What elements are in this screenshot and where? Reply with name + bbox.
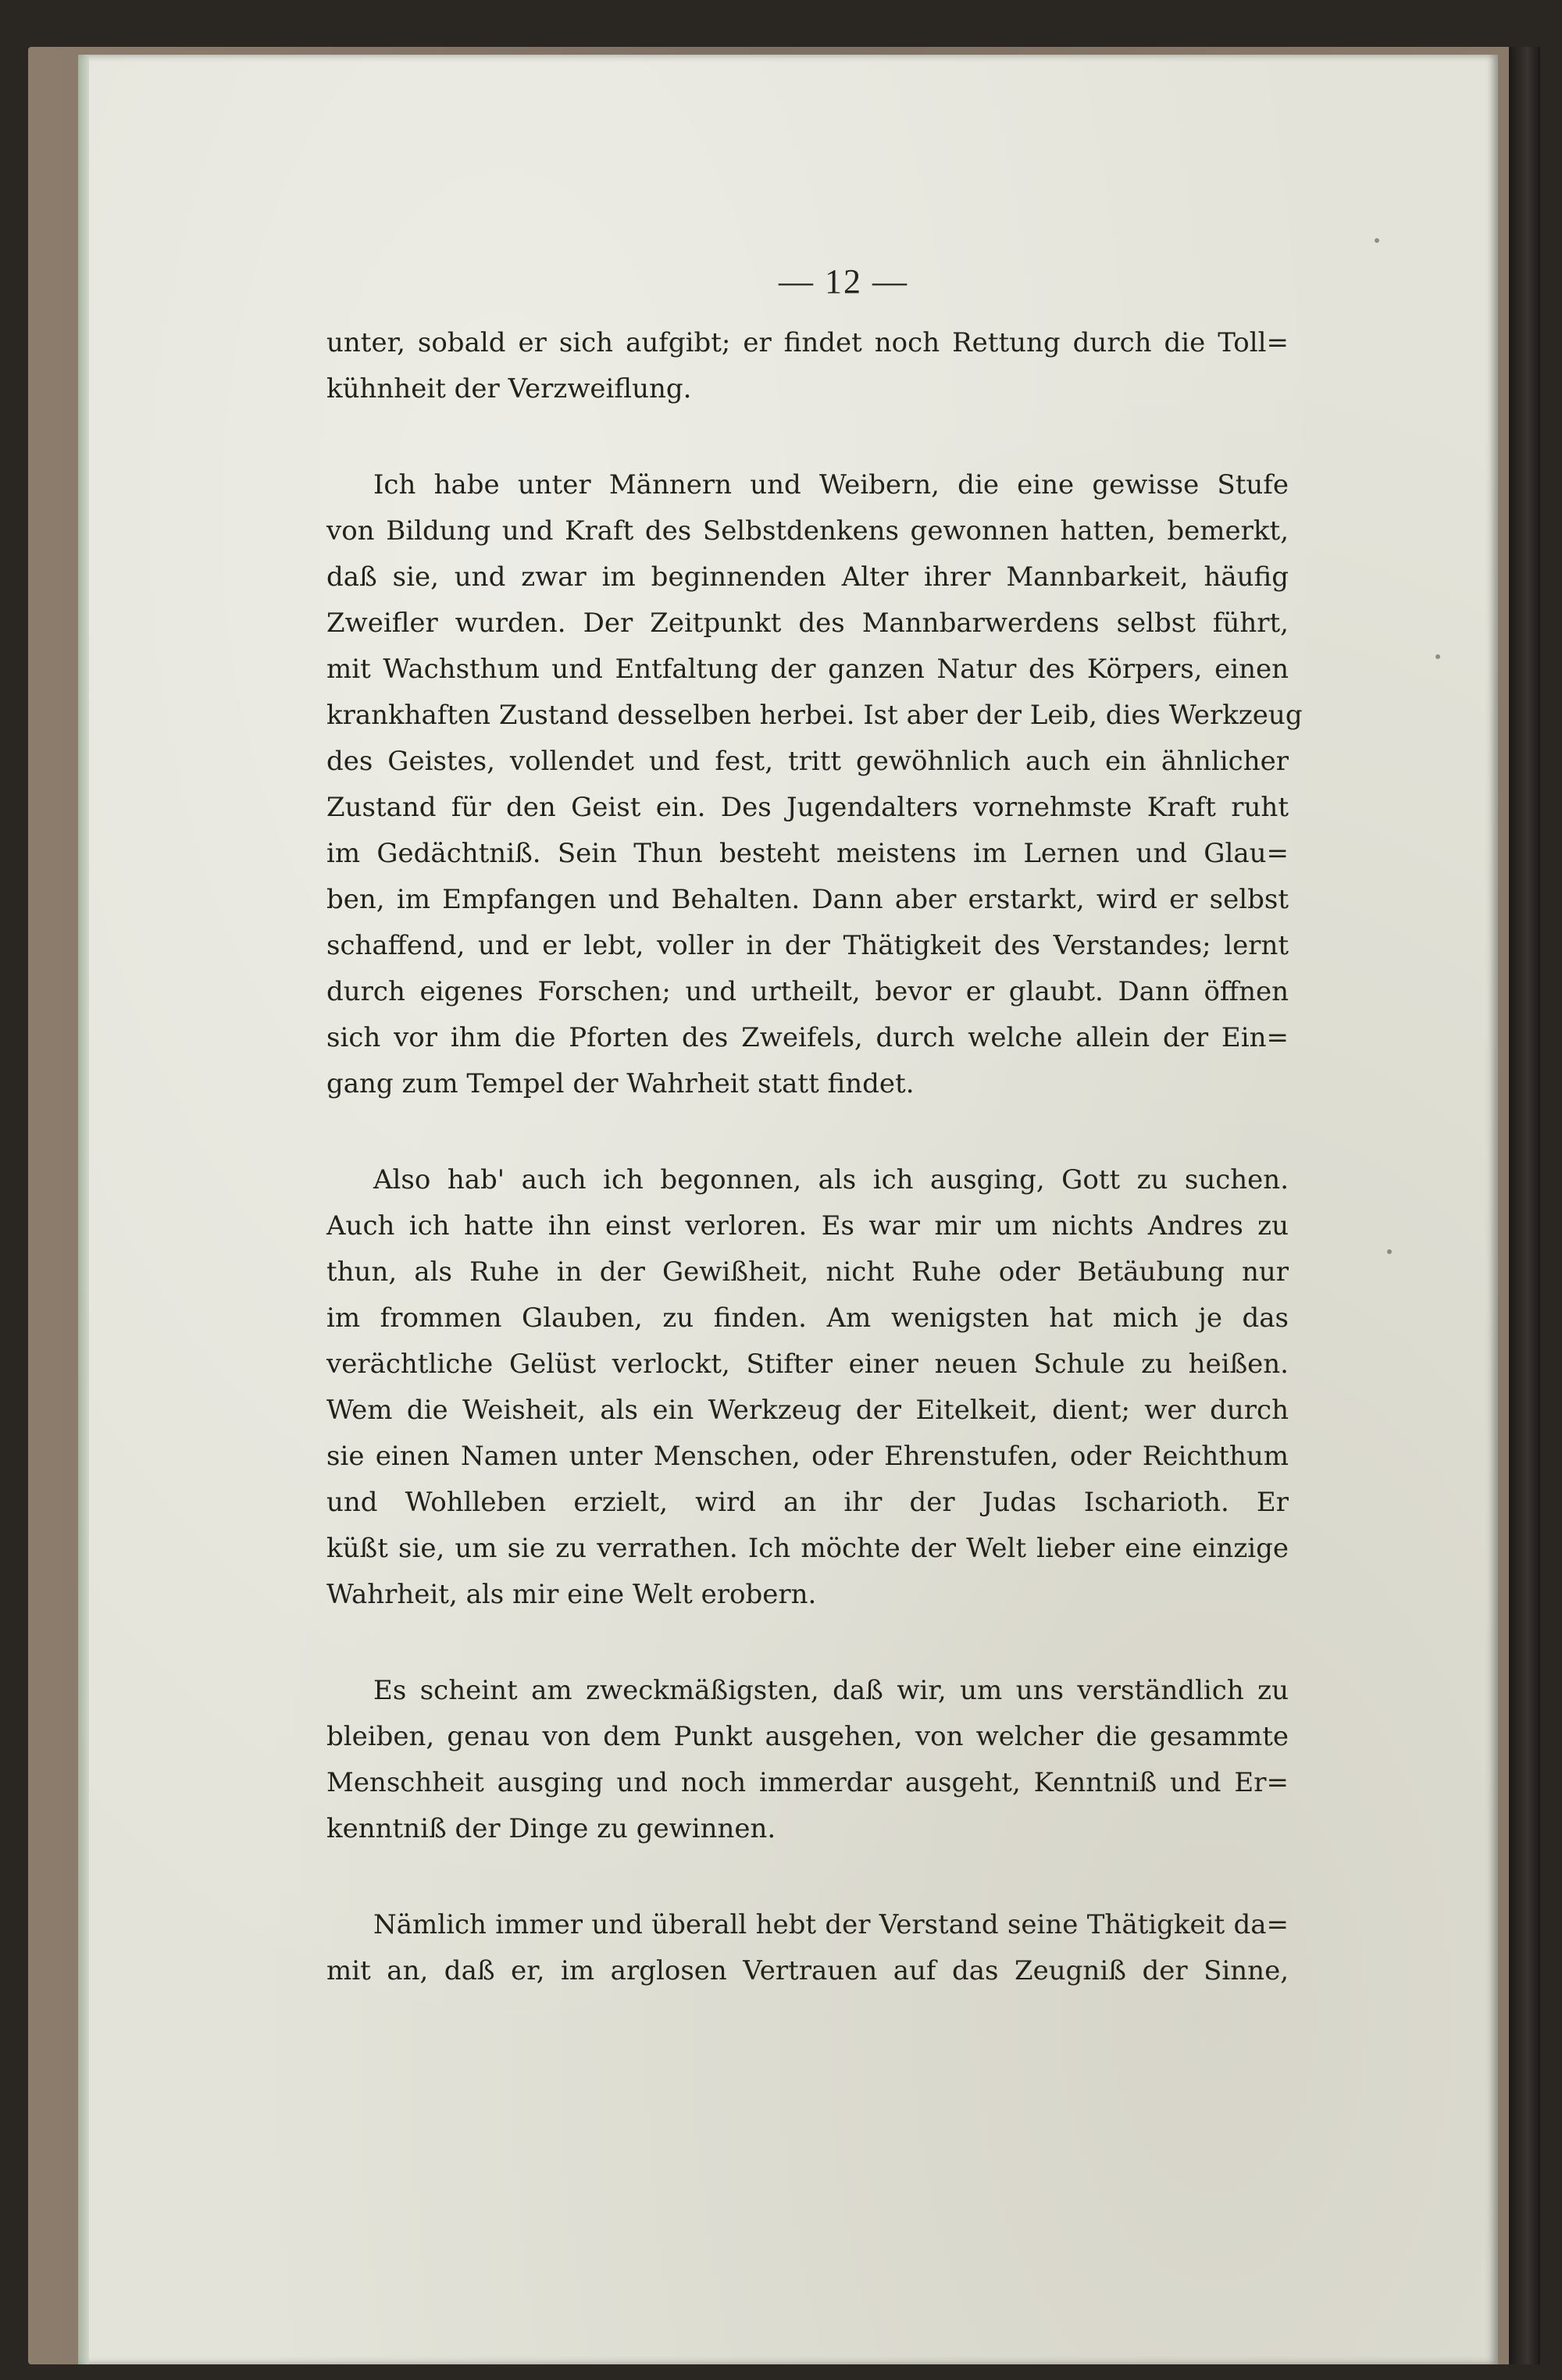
paragraph xyxy=(326,1668,1289,1852)
body-text xyxy=(326,320,1303,1994)
text-line: Zweifler wurden. Der Zeitpunkt des Mannbarwerdens selbst führt, xyxy=(326,607,1289,639)
text-line: Auch ich hatte ihn einst verloren. Es war mir um nichts Andres zu xyxy=(326,1210,1289,1242)
text-line: im Gedächtniß. Sein Thun besteht meistens im Lernen und Glau= xyxy=(326,838,1289,869)
text-line: küßt sie, um sie zu verrathen. Ich möchte der Welt lieber eine einzige xyxy=(326,1533,1289,1564)
text-line: ben, im Empfangen und Behalten. Dann aber erstarkt, wird er selbst xyxy=(326,884,1289,915)
text-line: sich vor ihm die Pforten des Zweifels, durch welche allein der Ein= xyxy=(326,1022,1289,1053)
text-line: und Wohlleben erzielt, wird an ihr der Judas Ischarioth. Er xyxy=(326,1487,1289,1518)
text-line: kenntniß der Dinge zu gewinnen. xyxy=(326,1813,776,1844)
paragraph xyxy=(326,1902,1289,1994)
text-line: bleiben, genau von dem Punkt ausgehen, von welcher die gesammte xyxy=(326,1721,1289,1752)
text-line: mit an, daß er, im arglosen Vertrauen auf das Zeugniß der Sinne, xyxy=(326,1955,1289,1986)
page-number: — 12 — xyxy=(779,262,908,301)
text-line: mit Wachsthum und Entfaltung der ganzen Natur des Körpers, einen xyxy=(326,654,1289,685)
page-edge xyxy=(78,55,89,2364)
text-line: Also hab' auch ich begonnen, als ich ausging, Gott zu suchen. xyxy=(373,1164,1289,1195)
text-line: Menschheit ausging und noch immerdar ausgeht, Kenntniß und Er= xyxy=(326,1767,1289,1798)
text-line: des Geistes, vollendet und fest, tritt gewöhnlich auch ein ähnlicher xyxy=(326,746,1289,777)
text-line: Nämlich immer und überall hebt der Verstand seine Thätigkeit da= xyxy=(373,1909,1289,1940)
paper-speck xyxy=(1435,654,1440,659)
text-line: Wem die Weisheit, als ein Werkzeug der Eitelkeit, dient; wer durch xyxy=(326,1395,1289,1426)
text-line: Wahrheit, als mir eine Welt erobern. xyxy=(326,1579,817,1610)
text-line: thun, als Ruhe in der Gewißheit, nicht Ruhe oder Betäubung nur xyxy=(326,1256,1289,1288)
text-line: daß sie, und zwar im beginnenden Alter ihrer Mannbarkeit, häufig xyxy=(326,561,1289,593)
text-line: unter, sobald er sich aufgibt; er findet noch Rettung durch die Toll= xyxy=(326,327,1289,358)
paragraph xyxy=(326,462,1303,1107)
text-line: Zustand für den Geist ein. Des Jugendalters vornehmste Kraft ruht xyxy=(326,792,1289,823)
text-line: Es scheint am zweckmäßigsten, daß wir, um uns verständlich zu xyxy=(373,1675,1289,1706)
text-line: im frommen Glauben, zu finden. Am wenigsten hat mich je das xyxy=(326,1302,1289,1334)
paper-speck xyxy=(1387,1249,1392,1254)
paragraph xyxy=(326,1157,1289,1618)
text-line: schaffend, und er lebt, voller in der Thätigkeit des Verstandes; lernt xyxy=(326,930,1289,961)
paper-speck xyxy=(1375,238,1379,243)
text-line: kühnheit der Verzweiflung. xyxy=(326,373,692,404)
text-line: krankhaften Zustand desselben herbei. Ist aber der Leib, dies Werkzeug xyxy=(326,700,1303,731)
text-line: sie einen Namen unter Menschen, oder Ehrenstufen, oder Reichthum xyxy=(326,1441,1289,1472)
text-line: Ich habe unter Männern und Weibern, die eine gewisse Stufe xyxy=(373,469,1289,501)
text-line: verächtliche Gelüst verlockt, Stifter einer neuen Schule zu heißen. xyxy=(326,1349,1289,1380)
book-spine xyxy=(1509,47,1540,2364)
paragraph xyxy=(326,320,1289,412)
text-line: gang zum Tempel der Wahrheit statt findet. xyxy=(326,1068,915,1099)
text-line: von Bildung und Kraft des Selbstdenkens gewonnen hatten, bemerkt, xyxy=(326,515,1289,547)
text-line: durch eigenes Forschen; und urtheilt, bevor er glaubt. Dann öffnen xyxy=(326,976,1289,1007)
